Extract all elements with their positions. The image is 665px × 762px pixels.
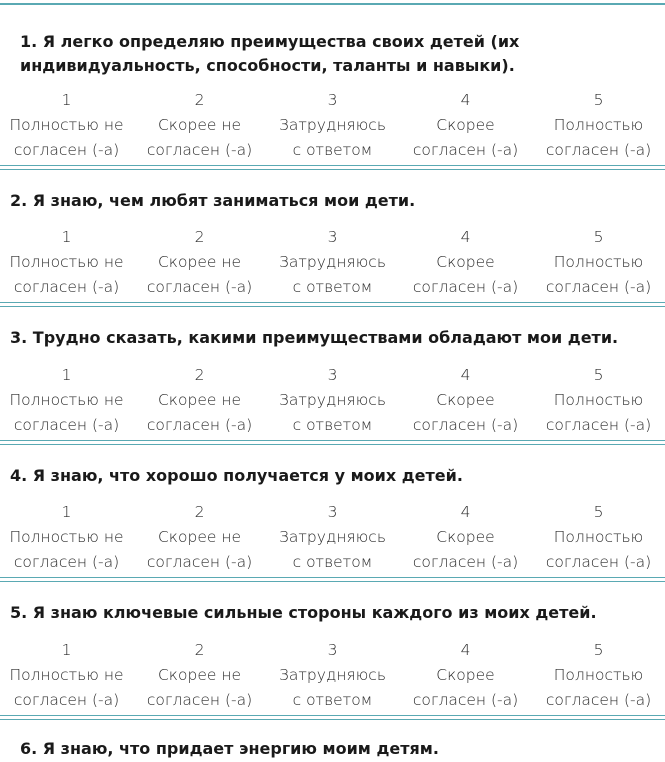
option-number: 1 (61, 641, 72, 659)
section-divider (0, 440, 665, 445)
option-label-line1: Затрудняюсь (279, 116, 386, 134)
option-label-line2: с ответом (292, 278, 373, 296)
option-number: 1 (61, 503, 72, 521)
option-label-line1: Полностью не (9, 253, 124, 271)
option-label-line2: согласен (-а) (146, 141, 253, 159)
scale-q1 (0, 88, 665, 163)
option-label-line2: согласен (-а) (545, 141, 652, 159)
option-label-line1: Затрудняюсь (279, 253, 386, 271)
option-number: 2 (194, 641, 205, 659)
option-label-line2: с ответом (292, 553, 373, 571)
scale-option-1[interactable] (0, 363, 133, 438)
option-label-line1: Полностью (553, 116, 644, 134)
option-label-line2: согласен (-а) (13, 553, 120, 571)
scale-option-4[interactable] (399, 225, 532, 300)
option-label-line2: согласен (-а) (412, 416, 519, 434)
scale-option-4[interactable] (399, 500, 532, 575)
option-number: 4 (460, 366, 471, 384)
option-number: 4 (460, 228, 471, 246)
scale-option-2[interactable] (133, 638, 266, 713)
option-label-line2: согласен (-а) (146, 691, 253, 709)
option-number: 2 (194, 91, 205, 109)
option-label-line1: Затрудняюсь (279, 666, 386, 684)
section-divider (0, 165, 665, 170)
option-label-line1: Скорее не (157, 253, 242, 271)
option-label-line1: Полностью не (9, 528, 124, 546)
option-label-line1: Скорее не (157, 528, 242, 546)
scale-option-2[interactable] (133, 88, 266, 163)
option-label-line1: Затрудняюсь (279, 528, 386, 546)
option-label-line1: Скорее не (157, 116, 242, 134)
question-5: 5. Я знаю ключевые сильные стороны каждого из моих детей. (10, 603, 597, 622)
option-label-line1: Скорее (436, 528, 495, 546)
scale-option-2[interactable] (133, 500, 266, 575)
option-label-line2: согласен (-а) (13, 691, 120, 709)
option-label-line1: Полностью не (9, 116, 124, 134)
scale-option-1[interactable] (0, 638, 133, 713)
option-label-line1: Полностью (553, 666, 644, 684)
option-label-line1: Скорее (436, 253, 495, 271)
option-label-line2: согласен (-а) (412, 278, 519, 296)
scale-option-1[interactable] (0, 88, 133, 163)
option-label-line2: согласен (-а) (13, 278, 120, 296)
option-number: 5 (593, 91, 604, 109)
option-label-line2: с ответом (292, 691, 373, 709)
section-divider (0, 715, 665, 720)
scale-q2 (0, 225, 665, 300)
option-number: 3 (327, 366, 338, 384)
scale-option-4[interactable] (399, 363, 532, 438)
option-label-line1: Скорее (436, 116, 495, 134)
option-label-line2: согласен (-а) (146, 416, 253, 434)
question-2: 2. Я знаю, чем любят заниматься мои дети. (10, 191, 416, 210)
option-label-line2: согласен (-а) (545, 691, 652, 709)
scale-option-2[interactable] (133, 225, 266, 300)
option-number: 1 (61, 366, 72, 384)
option-label-line2: согласен (-а) (146, 553, 253, 571)
scale-q5 (0, 638, 665, 713)
scale-option-3[interactable] (266, 638, 399, 713)
option-label-line1: Полностью (553, 528, 644, 546)
option-number: 4 (460, 91, 471, 109)
question-4: 4. Я знаю, что хорошо получается у моих детей. (10, 466, 463, 485)
option-label-line1: Полностью (553, 391, 644, 409)
option-label-line1: Затрудняюсь (279, 391, 386, 409)
option-number: 5 (593, 366, 604, 384)
scale-q4 (0, 500, 665, 575)
option-label-line2: согласен (-а) (412, 553, 519, 571)
scale-option-3[interactable] (266, 500, 399, 575)
option-label-line1: Полностью не (9, 666, 124, 684)
question-6: 6. Я знаю, что придает энергию моим детям. (20, 739, 439, 758)
option-number: 4 (460, 641, 471, 659)
option-label-line1: Скорее (436, 391, 495, 409)
option-number: 5 (593, 503, 604, 521)
option-label-line1: Полностью (553, 253, 644, 271)
option-label-line2: согласен (-а) (412, 691, 519, 709)
option-label-line2: согласен (-а) (146, 278, 253, 296)
scale-option-5[interactable] (532, 363, 665, 438)
option-label-line1: Скорее не (157, 391, 242, 409)
option-label-line2: с ответом (292, 416, 373, 434)
scale-option-4[interactable] (399, 88, 532, 163)
scale-option-5[interactable] (532, 225, 665, 300)
option-number: 5 (593, 228, 604, 246)
option-number: 2 (194, 366, 205, 384)
option-number: 3 (327, 91, 338, 109)
scale-q3 (0, 363, 665, 438)
option-number: 3 (327, 503, 338, 521)
option-label-line2: согласен (-а) (13, 416, 120, 434)
question-1: 1. Я легко определяю преимущества своих детей (их индивидуальность, способности, таланты и навыки). (20, 32, 520, 75)
top-rule (0, 3, 665, 5)
scale-option-4[interactable] (399, 638, 532, 713)
option-number: 5 (593, 641, 604, 659)
scale-option-1[interactable] (0, 225, 133, 300)
option-label-line2: согласен (-а) (13, 141, 120, 159)
section-divider (0, 302, 665, 307)
section-divider (0, 577, 665, 582)
scale-option-3[interactable] (266, 225, 399, 300)
scale-option-5[interactable] (532, 500, 665, 575)
option-label-line1: Скорее не (157, 666, 242, 684)
scale-option-5[interactable] (532, 88, 665, 163)
scale-option-1[interactable] (0, 500, 133, 575)
option-number: 4 (460, 503, 471, 521)
scale-option-2[interactable] (133, 363, 266, 438)
option-label-line1: Полностью не (9, 391, 124, 409)
option-label-line2: согласен (-а) (545, 278, 652, 296)
option-number: 1 (61, 228, 72, 246)
option-label-line2: согласен (-а) (545, 553, 652, 571)
question-3: 3. Трудно сказать, какими преимуществами обладают мои дети. (10, 328, 619, 347)
scale-option-3[interactable] (266, 88, 399, 163)
option-number: 1 (61, 91, 72, 109)
option-label-line2: с ответом (292, 141, 373, 159)
option-number: 3 (327, 641, 338, 659)
option-label-line2: согласен (-а) (412, 141, 519, 159)
option-label-line1: Скорее (436, 666, 495, 684)
option-number: 2 (194, 228, 205, 246)
option-number: 2 (194, 503, 205, 521)
option-number: 3 (327, 228, 338, 246)
scale-option-5[interactable] (532, 638, 665, 713)
option-label-line2: согласен (-а) (545, 416, 652, 434)
scale-option-3[interactable] (266, 363, 399, 438)
